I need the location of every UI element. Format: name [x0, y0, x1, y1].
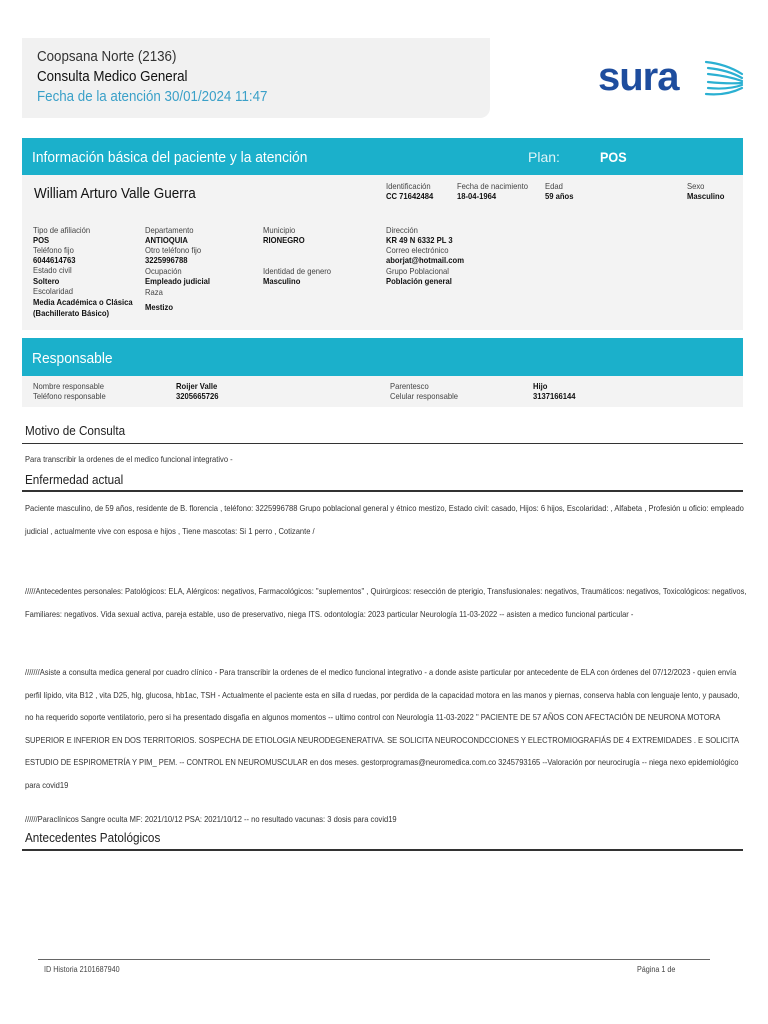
plan-value: POS [600, 149, 627, 165]
gender-identity-value: Masculino [263, 276, 301, 286]
pathological-history-title: Antecedentes Patológicos [25, 830, 161, 845]
reason-section-title: Motivo de Consulta [25, 423, 126, 438]
email-value: aborjat@hotmail.com [386, 255, 465, 265]
responsible-section-title: Responsable [32, 350, 113, 367]
sex-label: Sexo [687, 181, 705, 191]
civil-status-label: Estado civil [33, 265, 72, 275]
responsible-name-label: Nombre responsable [33, 381, 105, 391]
population-group-value: Población general [386, 276, 452, 286]
illness-paragraph-4: //////Paraclínicos Sangre oculta MF: 2021/10/12 PSA: 2021/10/12 -- no resultado vacunas: 3 dosis para covid19 [25, 814, 397, 824]
plan-label: Plan: [528, 149, 560, 165]
phone2-label: Otro teléfono fijo [145, 245, 202, 255]
responsible-phone-label: Teléfono responsable [33, 391, 106, 401]
sura-logo [596, 52, 746, 104]
patient-name: William Arturo Valle Guerra [34, 185, 196, 202]
responsible-section-header [22, 338, 743, 376]
center-name: Coopsana Norte (2136) [37, 49, 177, 65]
relationship-value: Hijo [533, 381, 548, 391]
address-value: KR 49 N 6332 PL 3 [386, 235, 453, 245]
reason-divider [22, 443, 743, 444]
current-illness-title: Enfermedad actual [25, 472, 124, 487]
history-id: ID Historia 2101687940 [44, 965, 120, 974]
occupation-value: Empleado judicial [145, 276, 211, 286]
gender-identity-label: Identidad de genero [263, 266, 332, 276]
relationship-label: Parentesco [390, 381, 429, 391]
illness-paragraph-2: /////Antecedentes personales: Patológicos: ELA, Alérgicos: negativos, Farmacológicos: "suplementos" , Quirúrgicos: resección de pterigio, Transfusionales: negativos, Traumáticos: negativos, Toxicológicos: negativos, Familiares: negativos. Vida sexual activa, pareja estable, uso de preservativo, niega ITS. odontología: 2023 particular Neurología 11-03-2022 -- asisten a medico funcional particular - [25, 586, 747, 619]
illness-paragraph-1: Paciente masculino, de 59 años, residente de B. florencia , teléfono: 3225996788 Grupo poblacional general y étnico mestizo, Estado civil: casado, Hijos: 6 hijos, Escolaridad: , Alfabeta , Profesión u oficio: empleado judicial , actualmente vive con esposa e hijos , Tiene mascotas: Si 1 perro , Cotizante / [25, 503, 744, 536]
reason-text: Para transcribir la ordenes de el medico funcional integrativo - [25, 454, 233, 464]
patient-section-title: Información básica del paciente y la atención [32, 149, 308, 166]
id-label: Identificación [386, 181, 431, 191]
current-illness-divider [22, 490, 743, 492]
patient-section-header [22, 138, 743, 175]
affiliation-label: Tipo de afiliación [33, 225, 91, 235]
department-label: Departamento [145, 225, 194, 235]
race-value: Mestizo [145, 302, 174, 312]
responsible-name-value: Roijer Valle [176, 381, 218, 391]
schooling-value-line2: (Bachillerato Básico) [33, 308, 110, 318]
page-number: Página 1 de [637, 965, 676, 974]
consult-type: Consulta Medico General [37, 69, 188, 85]
sex-value: Masculino [687, 191, 725, 201]
race-label: Raza [145, 287, 163, 297]
birth-value: 18-04-1964 [457, 191, 497, 201]
civil-status-value: Soltero [33, 276, 60, 286]
email-label: Correo electrónico [386, 245, 449, 255]
address-label: Dirección [386, 225, 418, 235]
municipality-value: RIONEGRO [263, 235, 305, 245]
age-label: Edad [545, 181, 563, 191]
responsible-cell-label: Celular responsable [390, 391, 459, 401]
illness-paragraph-3: ///////Asiste a consulta medica general por cuadro clínico - Para transcribir la ordenes de el medico funcional integrativo - a donde asiste particular por antecedente de ELA con órdenes del 07/12/2023 - quien envía perfil lípido, vita B12 , vita D25, hlg, glucosa, hb1ac, TSH - Actualmente el paciente esta en silla d ruedas, por perdida de la capacidad motora en las manos y piernas, conserva habla con lenguaje lento, y pausado, no ha requerido soporte ventilatorio, pero si ha presentado disgafia en algunos momentos -- ultimo control con Neurología 11-03-2022 " PACIENTE DE 57 AÑOS CON AFECTACIÓN DE NEURONA MOTORA SUPERIOR E INFERIOR EN DOS TERRITORIOS. SOSPECHA DE ETIOLOGIA NEURODEGENERATIVA. SE SOLICITA NEUROCONDCCIONES Y ELECTROMIOGRAFIÁS DE 4 EXTREMIDADES . E SOLICITA ESTUDIO DE ESPIROMETRÍA Y PIM_ PEM. -- CONTROL EN NEUROMUSCULAR en dos meses. gestorprogramas@neuromedica.com.co 3245793165 --Valoración por neurocirugía -- niega nexo epidemiológico para covid19 [25, 667, 740, 790]
footer-divider [38, 959, 710, 960]
department-value: ANTIOQUIA [145, 235, 188, 245]
population-group-label: Grupo Poblacional [386, 266, 449, 276]
phone2-value: 3225996788 [145, 255, 188, 265]
logo-text: sura [598, 55, 679, 99]
logo-wings-icon [706, 62, 742, 94]
pathological-history-divider [22, 849, 743, 851]
affiliation-value: POS [33, 235, 50, 245]
occupation-label: Ocupación [145, 266, 182, 276]
schooling-value-line1: Media Académica o Clásica [33, 297, 133, 307]
phone-value: 6044614763 [33, 255, 76, 265]
municipality-label: Municipio [263, 225, 296, 235]
phone-label: Teléfono fijo [33, 245, 74, 255]
id-value: CC 71642484 [386, 191, 434, 201]
age-value: 59 años [545, 191, 574, 201]
schooling-label: Escolaridad [33, 286, 73, 296]
responsible-cell-value: 3137166144 [533, 391, 576, 401]
responsible-phone-value: 3205665726 [176, 391, 219, 401]
attention-date: Fecha de la atención 30/01/2024 11:47 [37, 89, 268, 105]
birth-label: Fecha de nacimiento [457, 181, 529, 191]
